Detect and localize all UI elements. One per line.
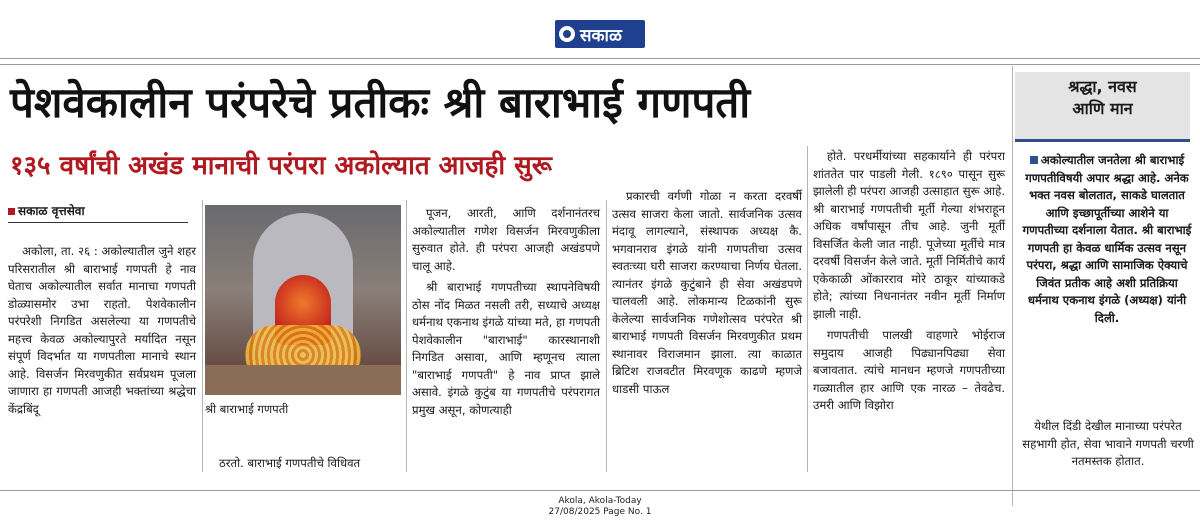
page-subheadline: १३५ वर्षांची अखंड मानाची परंपरा अकोल्यात आजही सुरू [10, 151, 552, 181]
top-divider [0, 58, 1200, 59]
article-column-3 [412, 205, 600, 419]
article-column-5 [813, 148, 1005, 415]
article-column-2 [205, 455, 401, 473]
sidebar-body [1022, 152, 1192, 327]
photo-caption: श्री बाराभाई गणपती [205, 402, 289, 416]
sakal-emblem-icon [559, 26, 575, 42]
sidebar-divider [1012, 66, 1013, 506]
page-footer [0, 496, 1200, 518]
sidebar-title-line1: श्रद्धा, नवस [1068, 77, 1137, 96]
sidebar-body-text: अकोल्यातील जनतेला श्री बाराभाई गणपतीविषयी अपार श्रद्धा आहे. अनेक भक्त नवस बोलतात, साकडे घालतात आणि इच्छापूर्तीच्या आशेने या गणपतीच्या दर्शनाला येतात. श्री बाराभाई गणपती हा केवळ धार्मिक उत्सव नसून परंपरा, श्रद्धा आणि सामाजिक ऐक्याचे जिवंत प्रतीक आहे अशी प्रतिक्रिया धर्मनाथ एकनाथ इंगळे (अध्यक्ष) यांनी दिली. [1022, 153, 1192, 325]
ganpati-photo [205, 205, 401, 395]
byline [8, 202, 198, 223]
article-paragraph: श्री बाराभाई गणपतीच्या स्थापनेविषयी ठोस नोंद मिळत नसली तरी, सध्याचे अध्यक्ष धर्मनाथ एकनाथ इंगळे यांच्या मते, हा गणपती पेशवेकालीन "बाराभाई" कारस्थानाशी निगडित असावा, आणि म्हणूनच त्याला "बाराभाई गणपती" हे नाव प्राप्त झाले असावे. इंगळे कुटुंब या गणपतीचे परंपरागत प्रमुख असून, कोणत्याही [412, 280, 600, 417]
sidebar-title-line2: आणि मान [1072, 99, 1133, 118]
byline-text: सकाळ वृत्तसेवा [18, 204, 85, 218]
sidebar-marker-icon [1030, 156, 1038, 164]
sidebar-continued: येथील दिंडी देखील मानाच्या परंपरेत सहभागी होत, सेवा भावाने गणपती चरणी नतमस्तक होतात. [1022, 419, 1194, 468]
article-paragraph: ठरतो. बाराभाई गणपतीचे विधिवत [219, 456, 361, 470]
column-rule [406, 200, 407, 472]
column-rule [606, 200, 607, 472]
byline-marker-icon [8, 208, 15, 215]
article-paragraph: होते. परधर्मीयांच्या सहकार्याने ही परंपरा शांततेत पार पाडली गेली. १८९० पासून सुरू झालेली ही परंपरा आजही उत्साहात सुरू आहे. श्री बाराभाई गणपतीची मूर्ती गेल्या शंभराहून अधिक वर्षांपासून तीच आहे. जुनी मूर्ती विसर्जित केली जात नाही. पूजेच्या मूर्तीचे मात्र दरवर्षी विसर्जन केले जाते. मूर्ती निर्मितीचे कार्य एकेकाळी ओंकारराव मोरे ठाकूर यांच्याकडे होते; त्यांच्या निधनानंतर नवीन मूर्ती निर्माण झाली नाही. [813, 149, 1005, 321]
masthead-logo [555, 20, 645, 48]
footer-date-page: 27/08/2025 Page No. 1 [548, 507, 652, 517]
photo-base [205, 365, 401, 395]
article-paragraph: प्रकारची वर्गणी गोळा न करता दरवर्षी उत्सव साजरा केला जातो. सार्वजनिक उत्सव मंदावू लागल्याने, संस्थापक अध्यक्ष कै. भगवानराव इंगळे यांनी गणपतीचा उत्सव स्वतःच्या घरी साजरा करण्याचा निर्णय घेतला. त्यानंतर इंगळे कुटुंबाने ही सेवा अखंडपणे चालवली आहे. लोकमान्य टिळकांनी सुरू केलेल्या सार्वजनिक गणेशोत्सव परंपरेत श्री बाराभाई गणपती विसर्जन मिरवणुकीत प्रथम स्थानावर विराजमान झाला. त्या काळात ब्रिटिश राजवटीत मिरवणूक काढणे म्हणजे धाडसी पाऊल [612, 189, 802, 396]
footer-edition: Akola, Akola-Today [558, 496, 642, 506]
top-divider-inner [0, 64, 1200, 65]
page-headline: पेशवेकालीन परंपरेचे प्रतीकः श्री बाराभाई गणपती [10, 78, 751, 127]
masthead-name: सकाळ [580, 25, 622, 46]
column-rule [807, 146, 808, 472]
sidebar-title-box [1015, 72, 1190, 142]
article-paragraph: पूजन, आरती, आणि दर्शनानंतरच अकोल्यातील गणेश विसर्जन मिरवणुकीला सुरुवात होते. ही परंपरा आजही अखंडपणे चालू आहे. [412, 206, 600, 273]
article-column-1 [8, 243, 196, 418]
article-paragraph: गणपतीची पालखी वाहणारे भोईराज समुदाय आजही पिढ्यानपिढ्या सेवा बजावतात. त्यांचे मानधन म्हणजे गणपतीच्या गळ्यातील हार आणि एक नारळ – तेवढेच. उमरी आणि विझोरा [813, 328, 1005, 412]
article-paragraph: अकोला, ता. २६ : अकोल्यातील जुने शहर परिसरातील श्री बाराभाई गणपती हे नाव घेताच अकोल्यातील सर्वात मानाचा गणपती डोळ्यासमोर उभा राहतो. पेशवेकालीन परंपरेशी निगडित असलेल्या या गणपतीचे महत्त्व केवळ अकोल्यापुरते मर्यादित नसून संपूर्ण विदर्भात या गणपतीला मानाचे स्थान आहे. विसर्जन मिरवणुकीत सर्वप्रथम पूजला जाणारा हा गणपती आजही भक्तांच्या श्रद्धेचा केंद्रबिंदू [8, 244, 196, 416]
bottom-divider [0, 490, 1200, 491]
byline-underline [8, 222, 188, 223]
column-rule [202, 200, 203, 472]
article-column-4 [612, 188, 802, 398]
